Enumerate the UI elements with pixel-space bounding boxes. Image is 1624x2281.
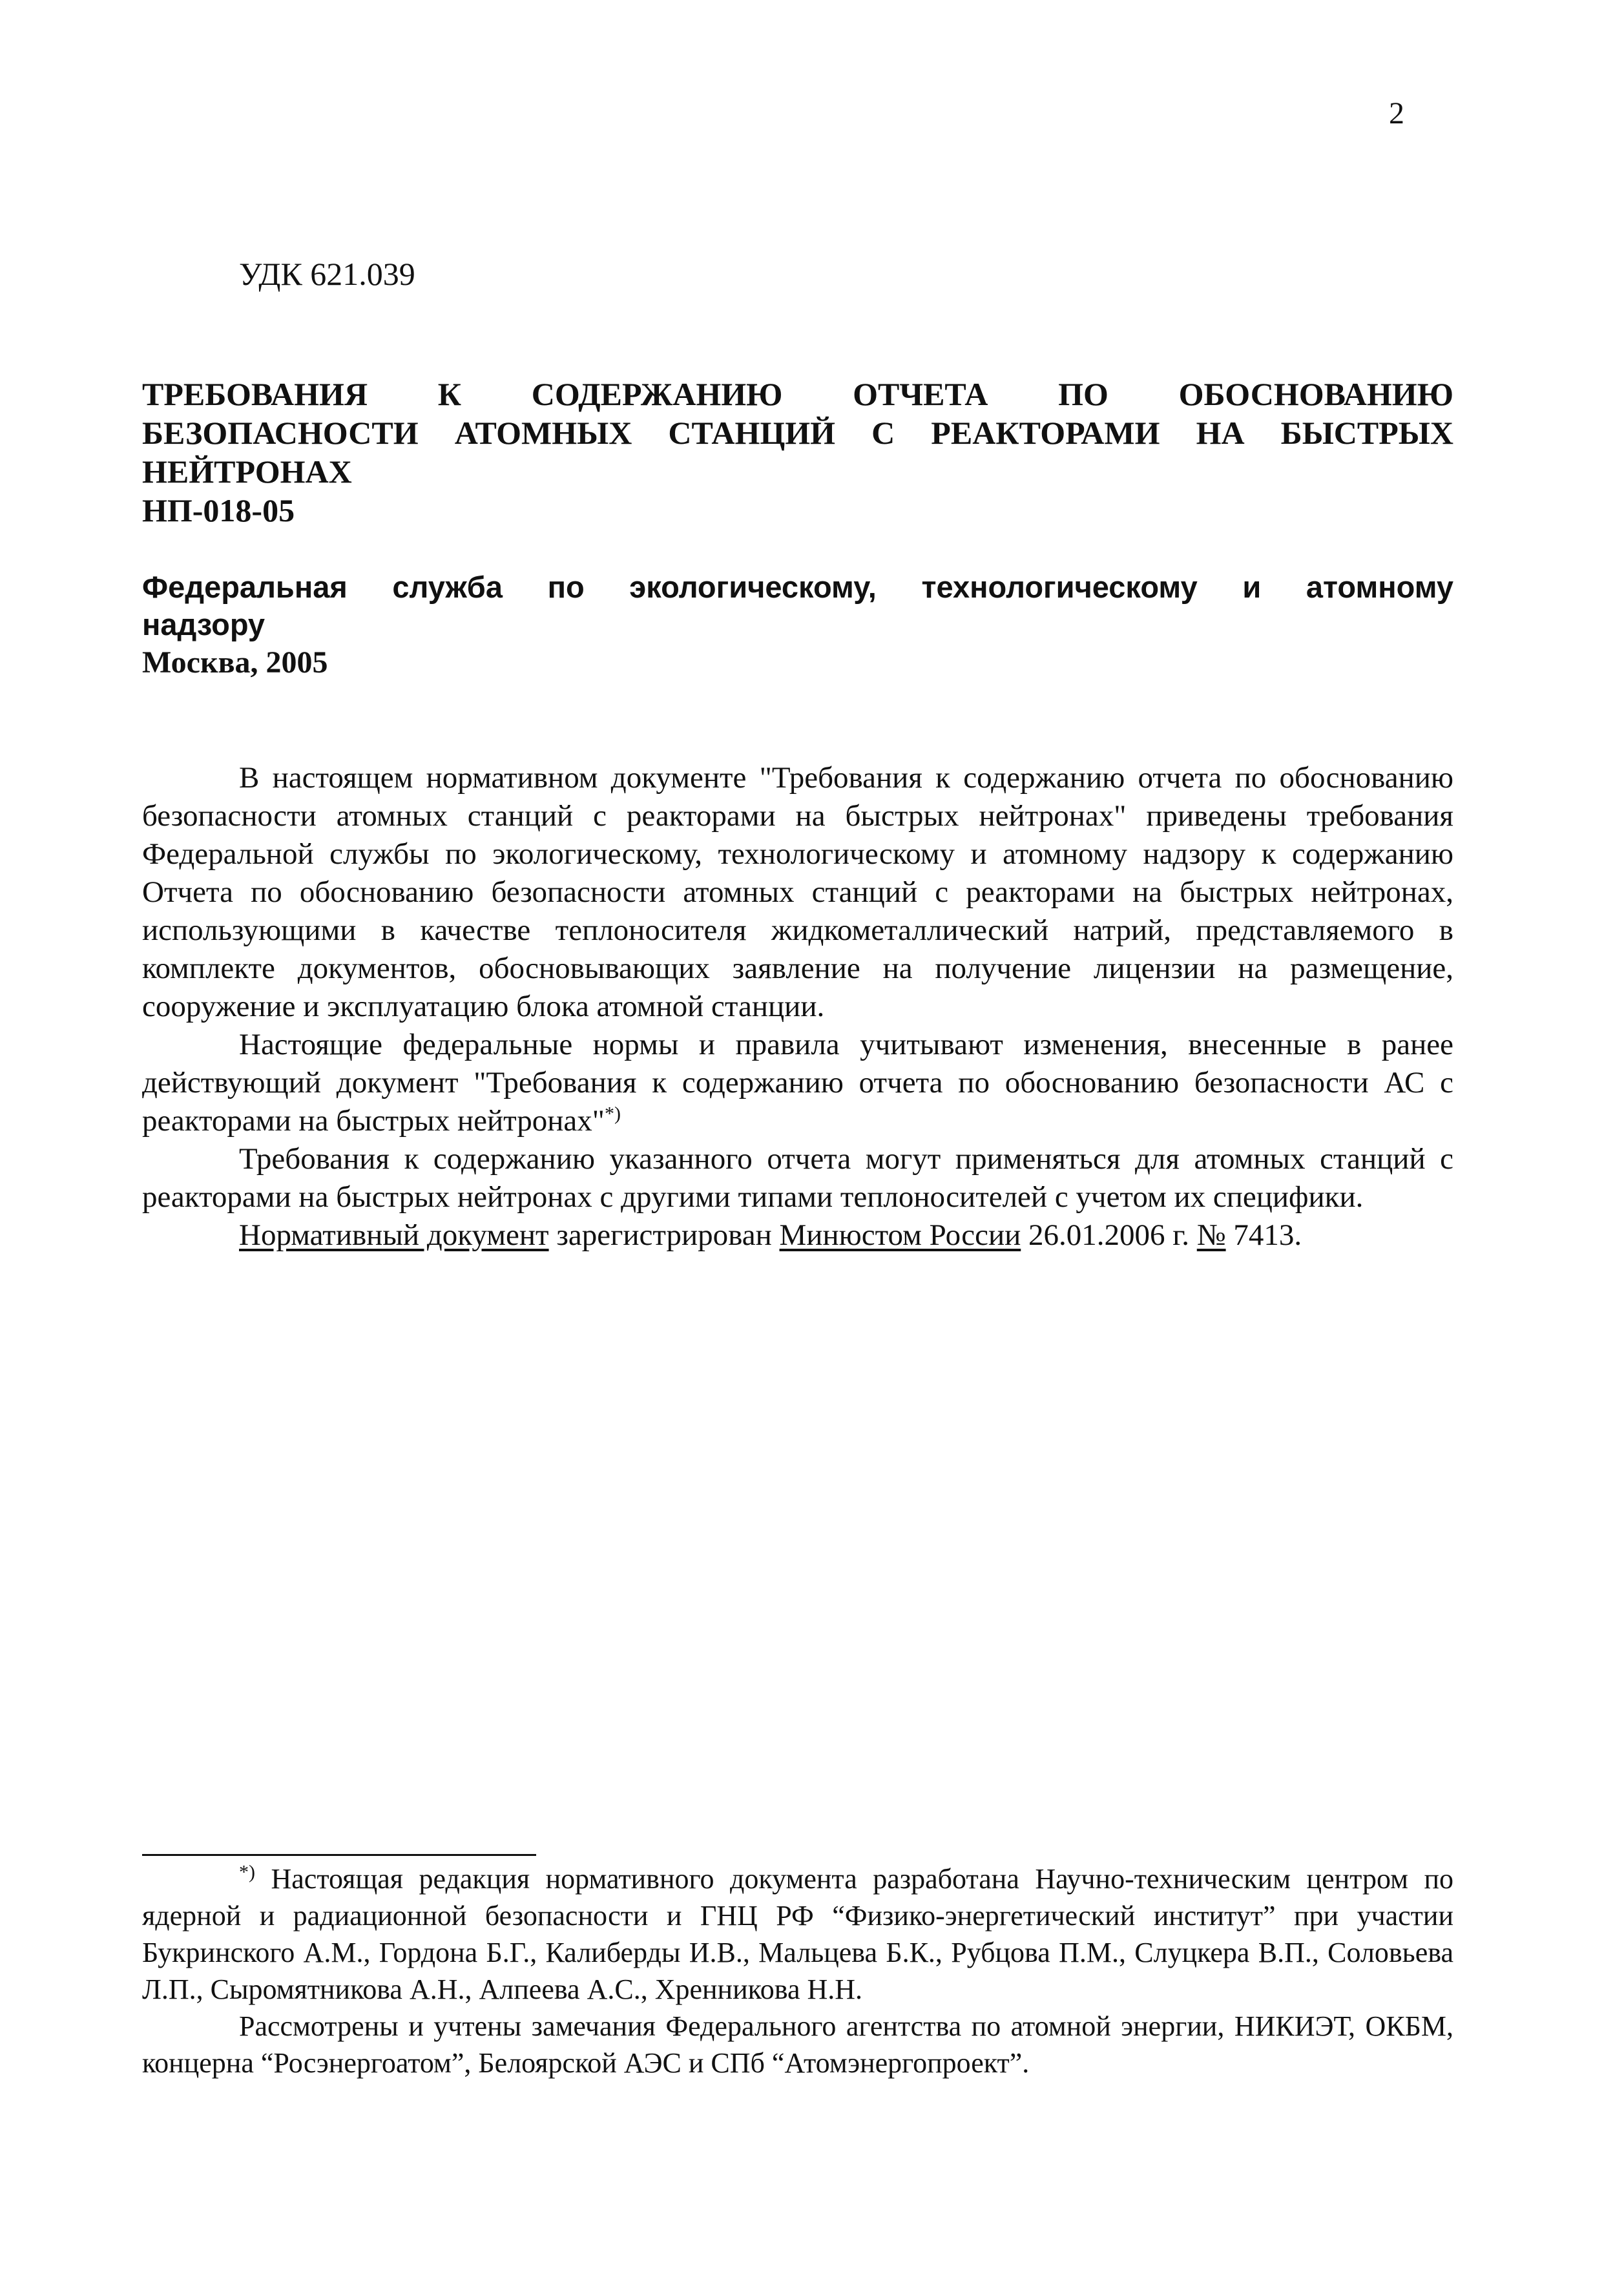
issuing-agency: [142, 568, 1453, 682]
footnote-paragraph-1: [142, 1860, 1453, 2008]
paragraph-2: [142, 1026, 1453, 1140]
footnote-text-1: Настоящая редакция нормативного документа разработана Научно-техническим центром по ядерной и радиационной безопасности и ГНЦ РФ “Физико-энергетический институт” при участии Букринского А.М., Гордона Б.Г., Калиберды И.В., Мальцева Б.К., Рубцова П.М., Слуцкера В.П., Соловьева Л.П., Сыромятникова А.Н., Алпеева А.С., Хренникова Н.Н.: [142, 1863, 1453, 2005]
document-code: НП-018-05: [142, 492, 295, 528]
title-line-3: НЕЙТРОНАХ: [142, 453, 352, 490]
registration-doc-label: Нормативный документ: [239, 1218, 549, 1252]
paragraph-1: В настоящем нормативном документе "Требования к содержанию отчета по обоснованию безопасности атомных станций с реакторами на быстрых нейтронах" приведены требования Федеральной службы по экологическому, технологическому и атомному надзору к содержанию Отчета по обоснованию безопасности атомных станций с реакторами на быстрых нейтронах, использующими в качестве теплоносителя жидкометаллический натрий, представляемого в комплекте документов, обосновывающих заявление на получение лицензии на размещение, сооружение и эксплуатацию блока атомной станции.: [142, 761, 1453, 1023]
footnote: [142, 1860, 1453, 2081]
agency-line-2: надзору: [142, 607, 265, 641]
agency-line-1: Федеральная служба по экологическому, технологическому и атомному: [142, 570, 1453, 604]
paragraph-3: Требования к содержанию указанного отчета могут применяться для атомных станций с реакторами на быстрых нейтронах с другими типами теплоносителей с учетом их специфики.: [142, 1142, 1453, 1214]
registration-ministry: Минюстом России: [779, 1218, 1021, 1252]
registration-number: 7413.: [1225, 1218, 1302, 1252]
document-body: [142, 759, 1453, 1255]
city-year: Москва, 2005: [142, 645, 328, 680]
udk-code: УДК 621.039: [239, 256, 415, 292]
registration-paragraph: [142, 1216, 1453, 1255]
registration-text: зарегистрирован: [548, 1218, 780, 1252]
document-title: [142, 375, 1453, 530]
registration-date: 26.01.2006 г.: [1021, 1218, 1197, 1252]
footnote-reference: *): [604, 1103, 621, 1125]
footnote-marker: *): [239, 1861, 255, 1883]
title-line-1: ТРЕБОВАНИЯ К СОДЕРЖАНИЮ ОТЧЕТА ПО ОБОСНОВАНИЮ: [142, 376, 1453, 412]
footnote-paragraph-2: Рассмотрены и учтены замечания Федерального агентства по атомной энергии, НИКИЭТ, ОКБМ, концерна “Росэнергоатом”, Белоярской АЭС и СПб “Атомэнергопроект”.: [142, 2010, 1453, 2079]
footnote-separator: [142, 1854, 536, 1856]
title-line-2: БЕЗОПАСНОСТИ АТОМНЫХ СТАНЦИЙ С РЕАКТОРАМИ НА БЫСТРЫХ: [142, 415, 1453, 451]
registration-number-sign: №: [1196, 1218, 1226, 1252]
paragraph-2-text: Настоящие федеральные нормы и правила учитывают изменения, внесенные в ранее действующий документ "Требования к содержанию отчета по обоснованию безопасности АС с реакторами на быстрых нейтронах": [142, 1028, 1453, 1138]
page-number: 2: [1389, 96, 1404, 130]
